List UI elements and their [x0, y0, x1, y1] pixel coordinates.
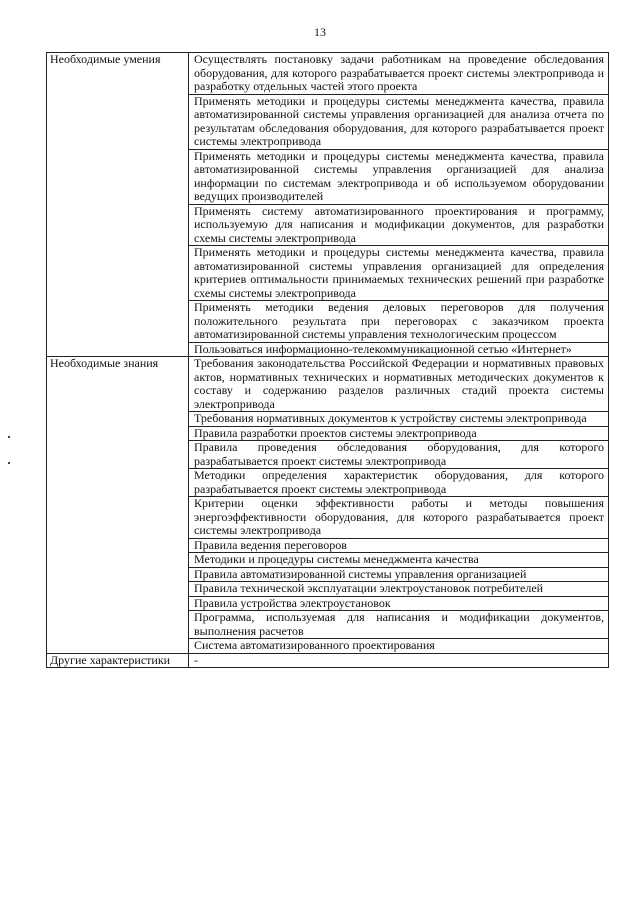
section-item: Правила проведения обследования оборудования, для которого разрабатывается проект системы электропривода — [189, 441, 609, 469]
section-item: Система автоматизированного проектирования — [189, 639, 609, 654]
section-item: Применять методики ведения деловых переговоров для получения положительного результата при переговорах с заказчиком проекта автоматизированной системы управления технологическим процессом — [189, 301, 609, 343]
scan-mark — [8, 462, 10, 464]
section-item: Осуществлять постановку задачи работникам на проведение обследования оборудования, для которого разрабатывается проект системы электропривода и разработку отдельных частей этого проекта — [189, 53, 609, 95]
section-item: Применять систему автоматизированного проектирования и программу, используемую для написания и модификации документов, для разработки схемы системы электропривода — [189, 204, 609, 246]
section-item: Пользоваться информационно-телекоммуникационной сетью «Интернет» — [189, 342, 609, 357]
section-item: Применять методики и процедуры системы менеджмента качества, правила автоматизированной системы управления организацией для анализа отчета по результатам обследования оборудования, для которого разрабатывается проект системы электропривода — [189, 94, 609, 149]
page-number: 13 — [314, 25, 326, 39]
section-label: Другие характеристики — [47, 653, 189, 668]
table-row — [47, 53, 609, 95]
section-item: - — [189, 653, 609, 668]
section-label: Необходимые знания — [47, 357, 189, 654]
section-item: Правила ведения переговоров — [189, 538, 609, 553]
section-item: Методики определения характеристик оборудования, для которого разрабатывается проект системы электропривода — [189, 469, 609, 497]
table-row — [47, 357, 609, 412]
section-item: Требования нормативных документов к устройству системы электропривода — [189, 412, 609, 427]
section-item: Методики и процедуры системы менеджмента качества — [189, 553, 609, 568]
section-item: Правила разработки проектов системы электропривода — [189, 426, 609, 441]
section-item: Правила устройства электроустановок — [189, 596, 609, 611]
qualification-table — [46, 52, 609, 668]
table-row — [47, 653, 609, 668]
section-label: Необходимые умения — [47, 53, 189, 357]
scan-mark — [8, 436, 10, 438]
section-item: Критерии оценки эффективности работы и методы повышения энергоэффективности оборудования, для которого разрабатывается проект системы электропривода — [189, 497, 609, 539]
section-item: Программа, используемая для написания и модификации документов, выполнения расчетов — [189, 611, 609, 639]
section-item: Применять методики и процедуры системы менеджмента качества, правила автоматизированной системы управления организацией для анализа информации по системам электропривода и об используемом оборудовании ведущих производителей — [189, 149, 609, 204]
section-item: Правила технической эксплуатации электроустановок потребителей — [189, 582, 609, 597]
section-item: Применять методики и процедуры системы менеджмента качества, правила автоматизированной системы управления организацией для определения критериев оптимальности принимаемых технических решений при разработке схемы системы электропривода — [189, 246, 609, 301]
section-item: Требования законодательства Российской Федерации и нормативных правовых актов, нормативных технических и нормативных методических документов к составу и содержанию разделов различных стадий проекта системы электропривода — [189, 357, 609, 412]
section-item: Правила автоматизированной системы управления организацией — [189, 567, 609, 582]
